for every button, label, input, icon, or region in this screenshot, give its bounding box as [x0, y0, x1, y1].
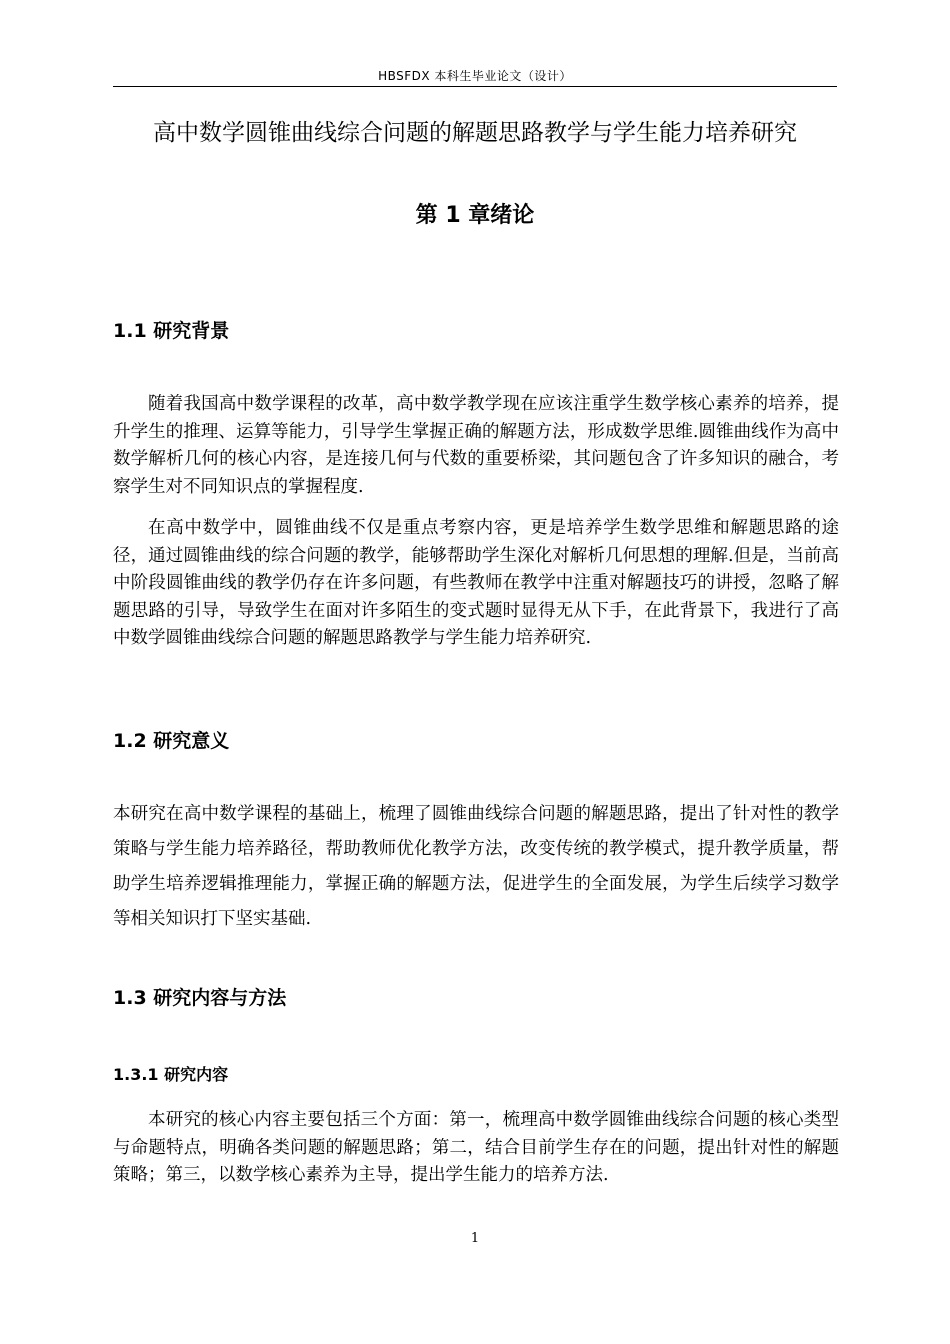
- paragraph-significance: 本研究在高中数学课程的基础上，梳理了圆锥曲线综合问题的解题思路，提出了针对性的教学策略与学生能力培养路径，帮助教师优化教学方法，改变传统的教学模式，提升教学质量，帮助学生培养逻辑推理能力，掌握正确的解题方法，促进学生的全面发展，为学生后续学习数学等相关知识打下坚实基础.: [113, 804, 839, 929]
- chapter-heading: 第 1 章绪论: [415, 203, 535, 228]
- section-heading-1-1: 1.1 研究背景: [113, 320, 230, 342]
- section-heading-1-2: 1.2 研究意义: [113, 730, 230, 752]
- paragraph-background-2: 在高中数学中，圆锥曲线不仅是重点考察内容，更是培养学生数学思维和解题思路的途径，通过圆锥曲线的综合问题的教学，能够帮助学生深化对解析几何思想的理解.但是，当前高中阶段圆锥曲线的教学仍存在许多问题，有些教师在教学中注重对解题技巧的讲授，忽略了解题思路的引导，导致学生在面对许多陌生的变式题时显得无从下手，在此背景下，我进行了高中数学圆锥曲线综合问题的解题思路教学与学生能力培养研究.: [113, 518, 839, 648]
- header-rule: [113, 86, 837, 87]
- page-number: 1: [470, 1231, 480, 1246]
- section-heading-1-3: 1.3 研究内容与方法: [113, 987, 287, 1009]
- subsection-heading-1-3-1: 1.3.1 研究内容: [113, 1065, 229, 1084]
- running-header: HBSFDX 本科生毕业论文（设计）: [378, 69, 572, 83]
- paragraph-research-content: 本研究的核心内容主要包括三个方面：第一，梳理高中数学圆锥曲线综合问题的核心类型与命题特点，明确各类问题的解题思路；第二，结合目前学生存在的问题，提出针对性的解题策略；第三，以数学核心素养为主导，提出学生能力的培养方法.: [113, 1110, 839, 1185]
- paper-title: 高中数学圆锥曲线综合问题的解题思路教学与学生能力培养研究: [153, 120, 797, 146]
- paragraph-background-1: 随着我国高中数学课程的改革，高中数学教学现在应该注重学生数学核心素养的培养，提升学生的推理、运算等能力，引导学生掌握正确的解题方法，形成数学思维.圆锥曲线作为高中数学解析几何的核心内容，是连接几何与代数的重要桥梁，其问题包含了许多知识的融合，考察学生对不同知识点的掌握程度.: [113, 394, 839, 497]
